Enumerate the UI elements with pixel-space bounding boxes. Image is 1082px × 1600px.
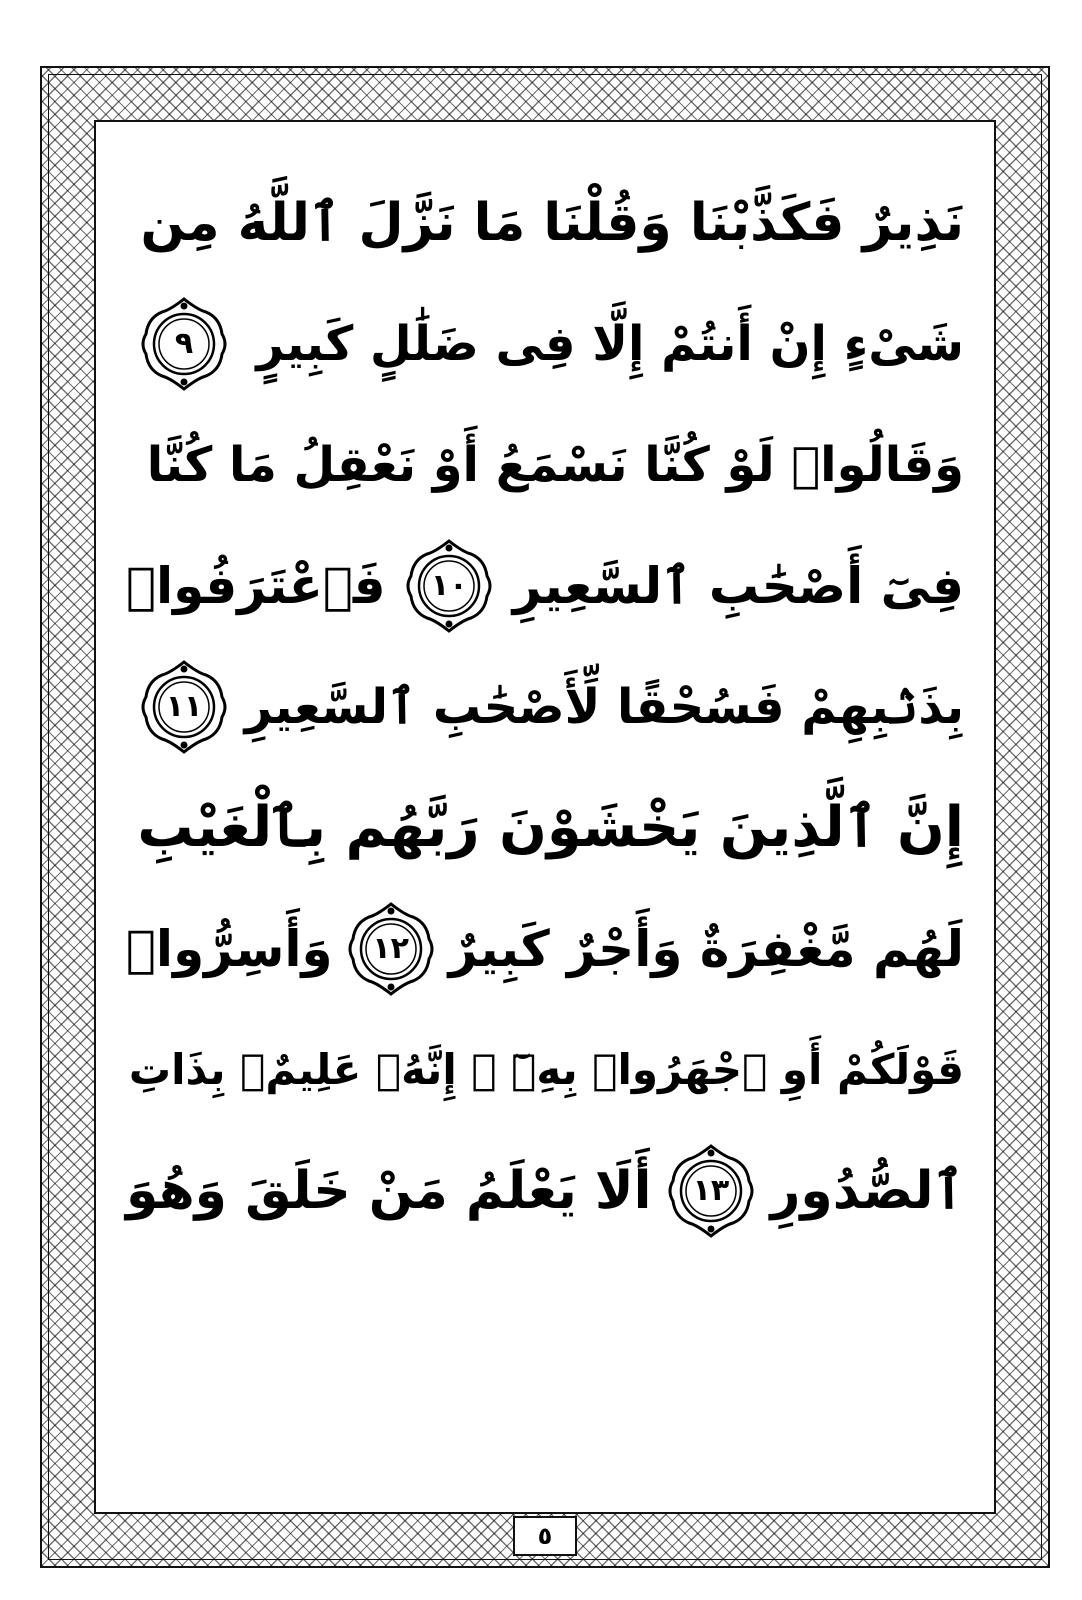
verse-text: إِنَّ ٱلَّذِينَ يَخْشَوْنَ رَبَّهُم بِٱلْغَيْبِ [137, 794, 964, 860]
text-line [126, 162, 964, 283]
text-line [126, 404, 964, 525]
text-line [126, 525, 964, 646]
ornamental-border [40, 66, 1050, 1568]
ayah-marker [136, 659, 232, 755]
ayah-marker [663, 1143, 759, 1239]
text-panel [94, 120, 996, 1514]
ayah-marker [401, 538, 497, 634]
ayah-number: ١٢ [372, 930, 409, 966]
text-line [126, 767, 964, 888]
ayah-number: ١٣ [692, 1172, 730, 1208]
ayah-number: ١١ [165, 688, 203, 724]
verse-text: أَلَا يَعْلَمُ مَنْ خَلَقَ وَهُوَ [126, 1160, 652, 1221]
text-line [126, 1009, 964, 1130]
verse-text: قَوْلَكُمْ أَوِ ٱجْهَرُوا۟ بِهِۦٓ ۖ إِنَّهُۥ عَلِيمٌۢ بِذَاتِ [128, 1044, 964, 1094]
text-line [126, 1130, 964, 1251]
ayah-number: ٩ [174, 325, 194, 361]
text-line [126, 646, 964, 767]
ayah-marker [136, 296, 232, 392]
verse-text: فَٱعْتَرَفُوا۟ [126, 556, 386, 615]
page-number: ٥ [513, 1516, 577, 1556]
verse-text: بِذَنۢبِهِمْ فَسُحْقًا لِّأَصْحَٰبِ ٱلسَّعِيرِ [244, 678, 964, 735]
verse-text: لَهُم مَّغْفِرَةٌ وَأَجْرٌ كَبِيرٌ [448, 919, 964, 978]
verse-text: شَىْءٍ إِنْ أَنتُمْ إِلَّا فِى ضَلَٰلٍ كَبِيرٍ [256, 315, 964, 372]
ayah-marker [343, 901, 439, 997]
text-line [126, 888, 964, 1009]
ayah-number: ١٠ [430, 567, 468, 603]
verse-text: وَقَالُوا۟ لَوْ كُنَّا نَسْمَعُ أَوْ نَعْقِلُ مَا كُنَّا [146, 436, 964, 493]
verse-text: ٱلصُّدُورِ [770, 1160, 964, 1221]
quran-text-block [96, 162, 994, 1492]
verse-text: نَذِيرٌ فَكَذَّبْنَا وَقُلْنَا مَا نَزَّلَ ٱللَّهُ مِن [140, 192, 964, 253]
text-line [126, 283, 964, 404]
verse-text: وَأَسِرُّوا۟ [125, 919, 333, 978]
verse-text: فِىٓ أَصْحَٰبِ ٱلسَّعِيرِ [512, 556, 964, 615]
